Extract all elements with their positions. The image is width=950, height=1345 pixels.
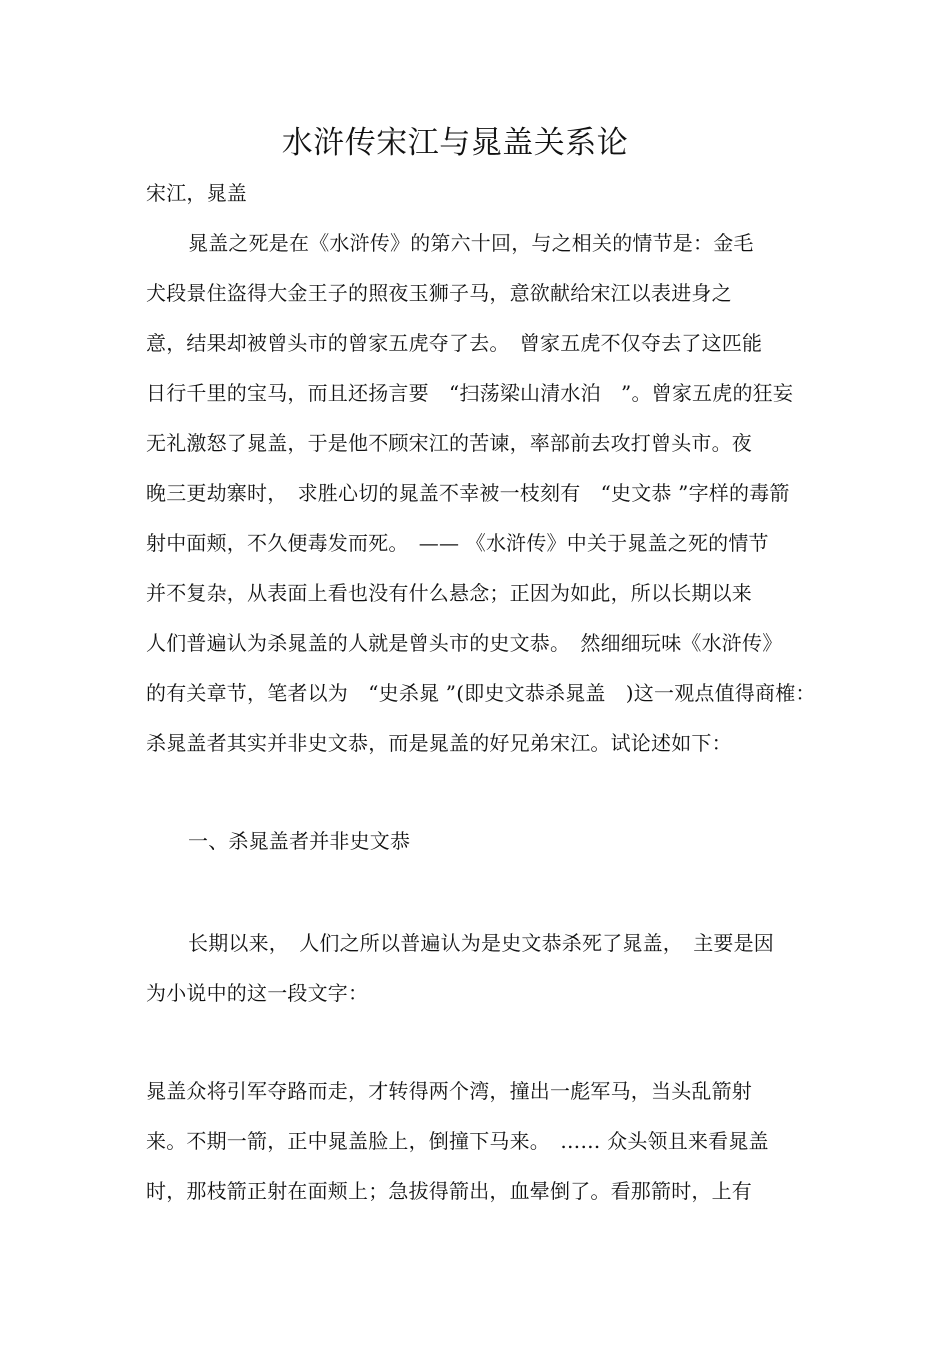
intro-line-10: 的有关章节，笔者以为 “史杀晁 ”(即史文恭杀晁盖 )这一观点值得商榷：: [146, 681, 816, 705]
quote-line-2: 来。不期一箭，正中晁盖脸上，倒撞下马来。 …… 众头领且来看晁盖: [146, 1129, 769, 1153]
keywords-line: 宋江，晁盖: [146, 181, 247, 205]
intro-line-9: 人们普遍认为杀晁盖的人就是曾头市的史文恭。 然细细玩味《水浒传》: [146, 631, 783, 655]
intro-line-1: 晁盖之死是在《水浒传》的第六十回，与之相关的情节是：金毛: [188, 231, 754, 255]
intro-line-3: 意，结果却被曾头市的曾家五虎夺了去。 曾家五虎不仅夺去了这匹能: [146, 331, 763, 355]
quote-line-3: 时，那枝箭正射在面颊上；急拔得箭出，血晕倒了。看那箭时，上有: [146, 1179, 752, 1203]
intro-line-7: 射中面颊，不久便毒发而死。 —— 《水浒传》中关于晁盖之死的情节: [146, 531, 769, 555]
intro-line-4: 日行千里的宝马，而且还扬言要 “扫荡梁山清水泊 ”。曾家五虎的狂妄: [146, 381, 794, 405]
section1-heading: 一、杀晁盖者并非史文恭: [188, 829, 411, 853]
intro-line-11: 杀晁盖者其实并非史文恭，而是晁盖的好兄弟宋江。试论述如下：: [146, 731, 732, 755]
intro-line-6: 晚三更劫寨时， 求胜心切的晁盖不幸被一枝刻有 “史文恭 ”字样的毒箭: [146, 481, 790, 505]
document-title: 水浒传宋江与晁盖关系论: [281, 125, 629, 161]
intro-line-5: 无礼激怒了晁盖，于是他不顾宋江的苦谏，率部前去攻打曾头市。夜: [146, 431, 752, 455]
quote-line-1: 晁盖众将引军夺路而走，才转得两个湾，撞出一彪军马，当头乱箭射: [146, 1079, 752, 1103]
section1-line-1: 长期以来， 人们之所以普遍认为是史文恭杀死了晁盖， 主要是因: [188, 931, 774, 955]
intro-line-8: 并不复杂，从表面上看也没有什么悬念；正因为如此，所以长期以来: [146, 581, 752, 605]
intro-line-2: 犬段景住盗得大金王子的照夜玉狮子马，意欲献给宋江以表进身之: [146, 281, 732, 305]
section1-line-2: 为小说中的这一段文字：: [146, 981, 369, 1005]
